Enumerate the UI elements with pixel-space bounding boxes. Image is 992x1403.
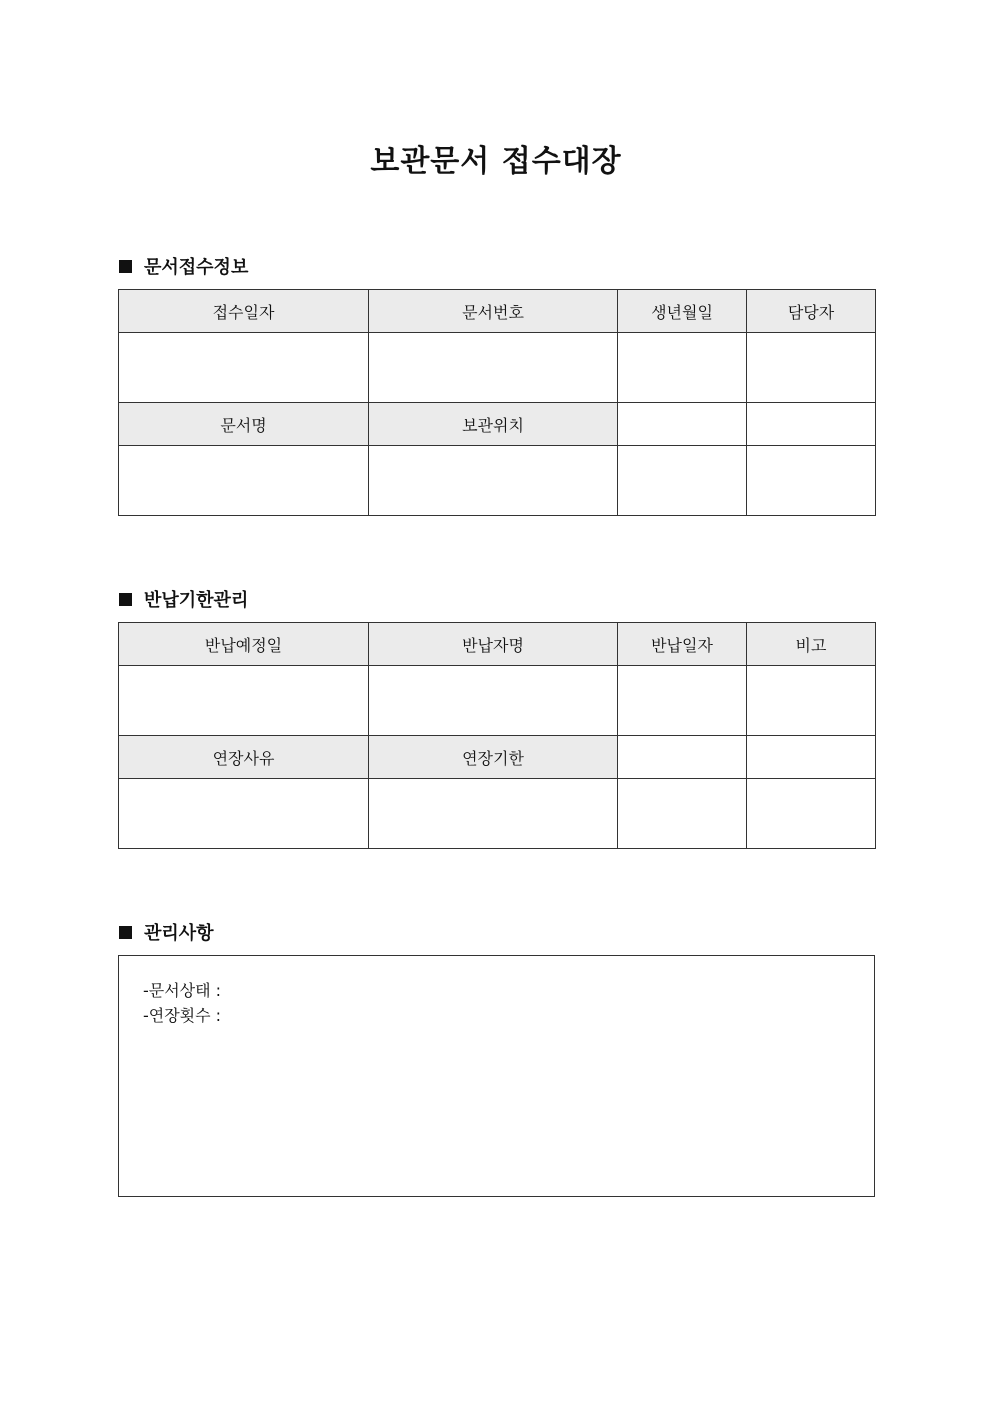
- input-cell-birth-date[interactable]: [618, 333, 747, 403]
- page-title: 보관문서 접수대장: [370, 144, 622, 179]
- input-cell-manager[interactable]: [747, 333, 876, 403]
- return-deadline-table: [118, 622, 876, 849]
- header-cell-extension-reason: 연장사유: [119, 736, 369, 779]
- table-input-row: [119, 666, 876, 736]
- header-cell-storage-location: 보관위치: [369, 403, 618, 446]
- input-cell-remarks[interactable]: [747, 666, 876, 736]
- input-cell-extension-reason[interactable]: [119, 779, 369, 849]
- header-cell-document-number: 문서번호: [369, 290, 618, 333]
- table-header-row: [119, 290, 876, 333]
- header-cell-extension-deadline: 연장기한: [369, 736, 618, 779]
- input-cell-document-number[interactable]: [369, 333, 618, 403]
- header-cell-planned-return-date: 반납예정일: [119, 623, 369, 666]
- section-heading-label: 반납기한관리: [144, 590, 249, 611]
- header-cell-birth-date: 생년월일: [618, 290, 747, 333]
- header-cell-returner-name: 반납자명: [369, 623, 618, 666]
- input-cell-receipt-date[interactable]: [119, 333, 369, 403]
- header-cell-document-name: 문서명: [119, 403, 369, 446]
- empty-cell[interactable]: [618, 403, 747, 446]
- table-input-row: [119, 779, 876, 849]
- table-header-row: [119, 736, 876, 779]
- empty-cell[interactable]: [618, 736, 747, 779]
- square-bullet-icon: [119, 260, 132, 273]
- table-header-row: [119, 623, 876, 666]
- section-heading-label: 문서접수정보: [144, 257, 249, 278]
- section-heading-return-deadline: [119, 586, 248, 612]
- empty-cell[interactable]: [747, 446, 876, 516]
- input-cell-document-name[interactable]: [119, 446, 369, 516]
- input-cell-storage-location[interactable]: [369, 446, 618, 516]
- header-cell-return-date: 반납일자: [618, 623, 747, 666]
- empty-cell[interactable]: [747, 403, 876, 446]
- table-input-row: [119, 446, 876, 516]
- table-input-row: [119, 333, 876, 403]
- empty-cell[interactable]: [618, 446, 747, 516]
- input-cell-returner-name[interactable]: [369, 666, 618, 736]
- input-cell-planned-return-date[interactable]: [119, 666, 369, 736]
- section-heading-management-notes: [119, 919, 214, 945]
- square-bullet-icon: [119, 926, 132, 939]
- header-cell-remarks: 비고: [747, 623, 876, 666]
- input-cell-extension-deadline[interactable]: [369, 779, 618, 849]
- empty-cell[interactable]: [747, 736, 876, 779]
- empty-cell[interactable]: [747, 779, 876, 849]
- header-cell-manager: 담당자: [747, 290, 876, 333]
- input-cell-return-date[interactable]: [618, 666, 747, 736]
- document-info-table: [118, 289, 876, 516]
- management-notes-box[interactable]: [118, 955, 875, 1197]
- note-document-status: -문서상태 :: [143, 981, 222, 1000]
- table-header-row: [119, 403, 876, 446]
- section-heading-label: 관리사항: [144, 923, 214, 944]
- section-heading-document-info: [119, 253, 248, 279]
- header-cell-receipt-date: 접수일자: [119, 290, 369, 333]
- empty-cell[interactable]: [618, 779, 747, 849]
- note-extension-count: -연장횟수 :: [143, 1006, 222, 1025]
- square-bullet-icon: [119, 593, 132, 606]
